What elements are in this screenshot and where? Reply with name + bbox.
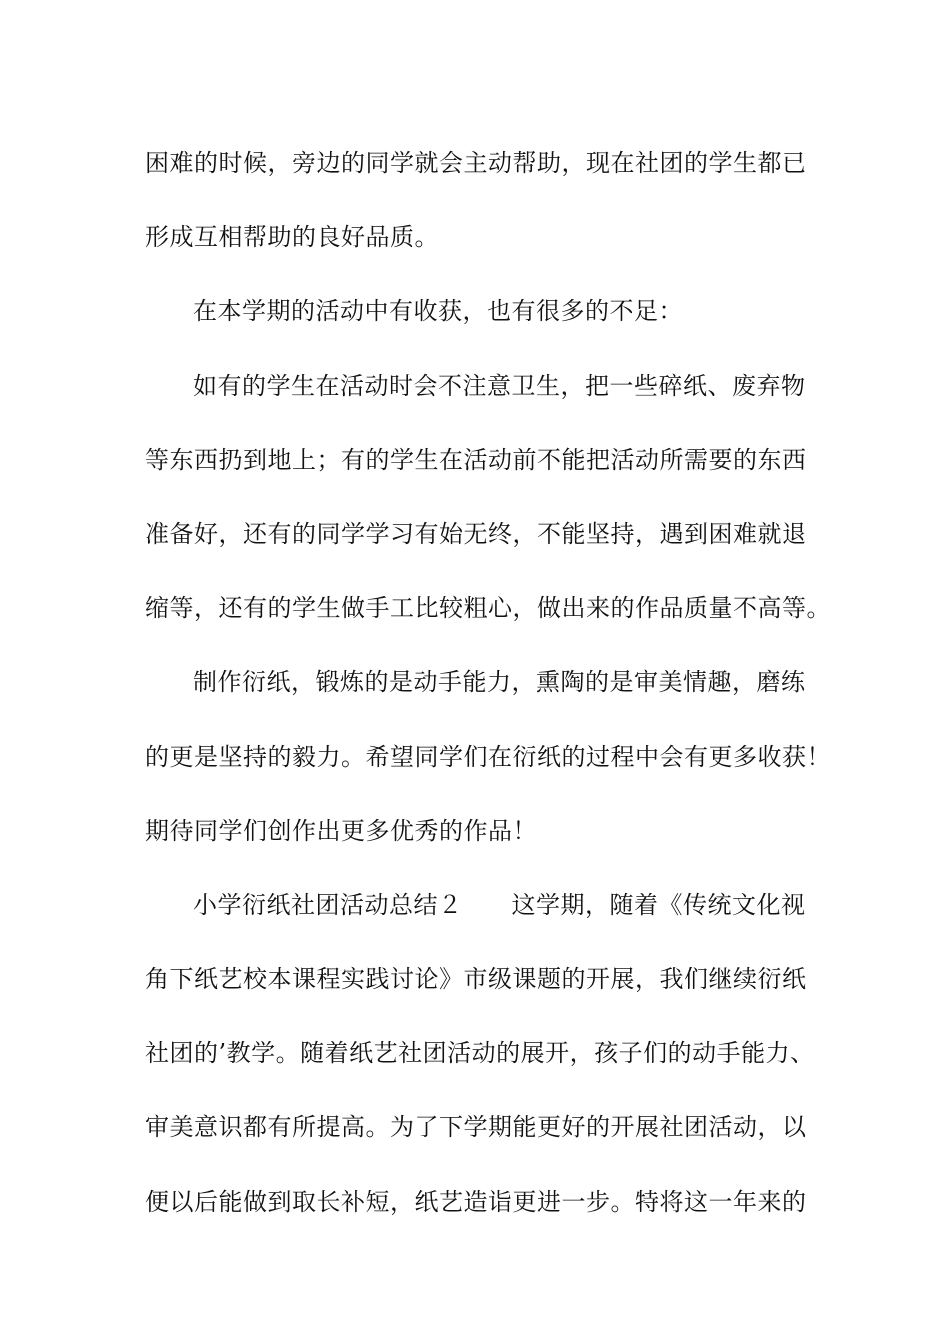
text-line: 的更是坚持的毅力。希望同学们在衍纸的过程中会有更多收获！ [145,742,831,771]
text-line: 期待同学们创作出更多优秀的作品！ [145,816,537,845]
text-line: 制作衍纸，锻炼的是动手能力，熏陶的是审美情趣，磨练 [193,668,806,697]
text-line: 准备好，还有的同学学习有始无终，不能坚持，遇到困难就退 [145,519,807,548]
text-line: 困难的时候，旁边的同学就会主动帮助，现在社团的学生都已 [145,149,807,177]
document-body [145,126,831,1239]
text-line: 角下纸艺校本课程实践讨论》市级课题的开展，我们继续衍纸 [145,965,807,994]
text-line: 如有的学生在活动时会不注意卫生，把一些碎纸、废弃物 [193,371,806,400]
text-line: 等东西扔到地上；有的学生在活动前不能把活动所需要的东西 [145,445,807,474]
text-line: 审美意识都有所提高。为了下学期能更好的开展社团活动，以 [145,1113,807,1142]
text-line: 社团的’教学。随着纸艺社团活动的展开，孩子们的动手能力、 [145,1039,815,1068]
text-line: 便以后能做到取长补短，纸艺造诣更进一步。特将这一年来的 [145,1187,807,1216]
text-line: 缩等，还有的学生做手工比较粗心，做出来的作品质量不高等。 [145,594,831,623]
text-line: 小学衍纸社团活动总结２ 这学期，随着《传统文化视 [193,890,806,919]
text-line: 形成互相帮助的良好品质。 [145,223,439,252]
text-line: 在本学期的活动中有收获，也有很多的不足： [193,297,683,326]
